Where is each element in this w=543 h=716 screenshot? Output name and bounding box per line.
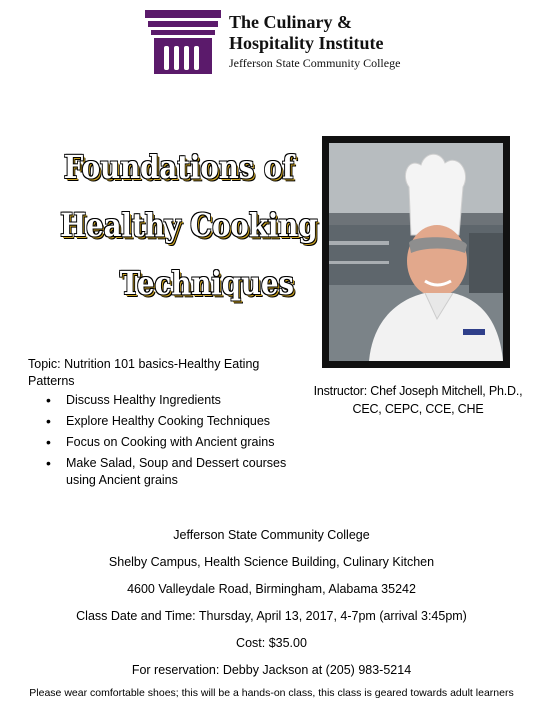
topic-heading: Topic: Nutrition 101 basics-Healthy Eating Patterns: [28, 357, 260, 388]
title-line-2: Healthy Cooking: [60, 206, 318, 244]
chef-portrait-image: [329, 143, 503, 361]
reservation-contact: For reservation: Debby Jackson at (205) 983-5214: [131, 663, 412, 677]
logo-line-2: Hospitality Institute: [229, 33, 384, 53]
list-item: • Discuss Healthy Ingredients: [46, 392, 306, 409]
logo-line-1: The Culinary &: [229, 12, 353, 32]
list-item: • Make Salad, Soup and Dessert courses using Ancient grains: [46, 455, 306, 489]
class-datetime: Class Date and Time: Thursday, April 13, 2017, 4-7pm (arrival 3:45pm): [76, 609, 467, 623]
logo-wordmark: [229, 12, 400, 71]
class-address: 4600 Valleydale Road, Birmingham, Alabama 35242: [127, 582, 416, 596]
instructor-line-2: CEC, CEPC, CCE, CHE: [352, 402, 484, 416]
class-location: Shelby Campus, Health Science Building, Culinary Kitchen: [108, 555, 435, 569]
instructor-line-1: Instructor: Chef Joseph Mitchell, Ph.D.,: [313, 384, 523, 398]
flyer-title: [22, 138, 318, 312]
chef-photo: [322, 136, 510, 368]
title-line-1: Foundations of: [63, 148, 295, 186]
institute-logo: [145, 10, 445, 80]
footer-note: Please wear comfortable shoes; this will be a hands-on class, this class is geared towards adult learners: [29, 687, 514, 699]
college-name: Jefferson State Community College: [173, 528, 370, 542]
column-logo-icon: [145, 10, 221, 76]
logo-line-3: Jefferson State Community College: [229, 56, 401, 70]
class-details: [0, 525, 543, 687]
topic-list: [46, 392, 306, 493]
class-cost: Cost: $35.00: [236, 636, 307, 650]
title-line-3: Techniques: [119, 264, 294, 302]
list-item: • Explore Healthy Cooking Techniques: [46, 413, 306, 430]
list-item: • Focus on Cooking with Ancient grains: [46, 434, 306, 451]
instructor-caption: [312, 382, 524, 418]
